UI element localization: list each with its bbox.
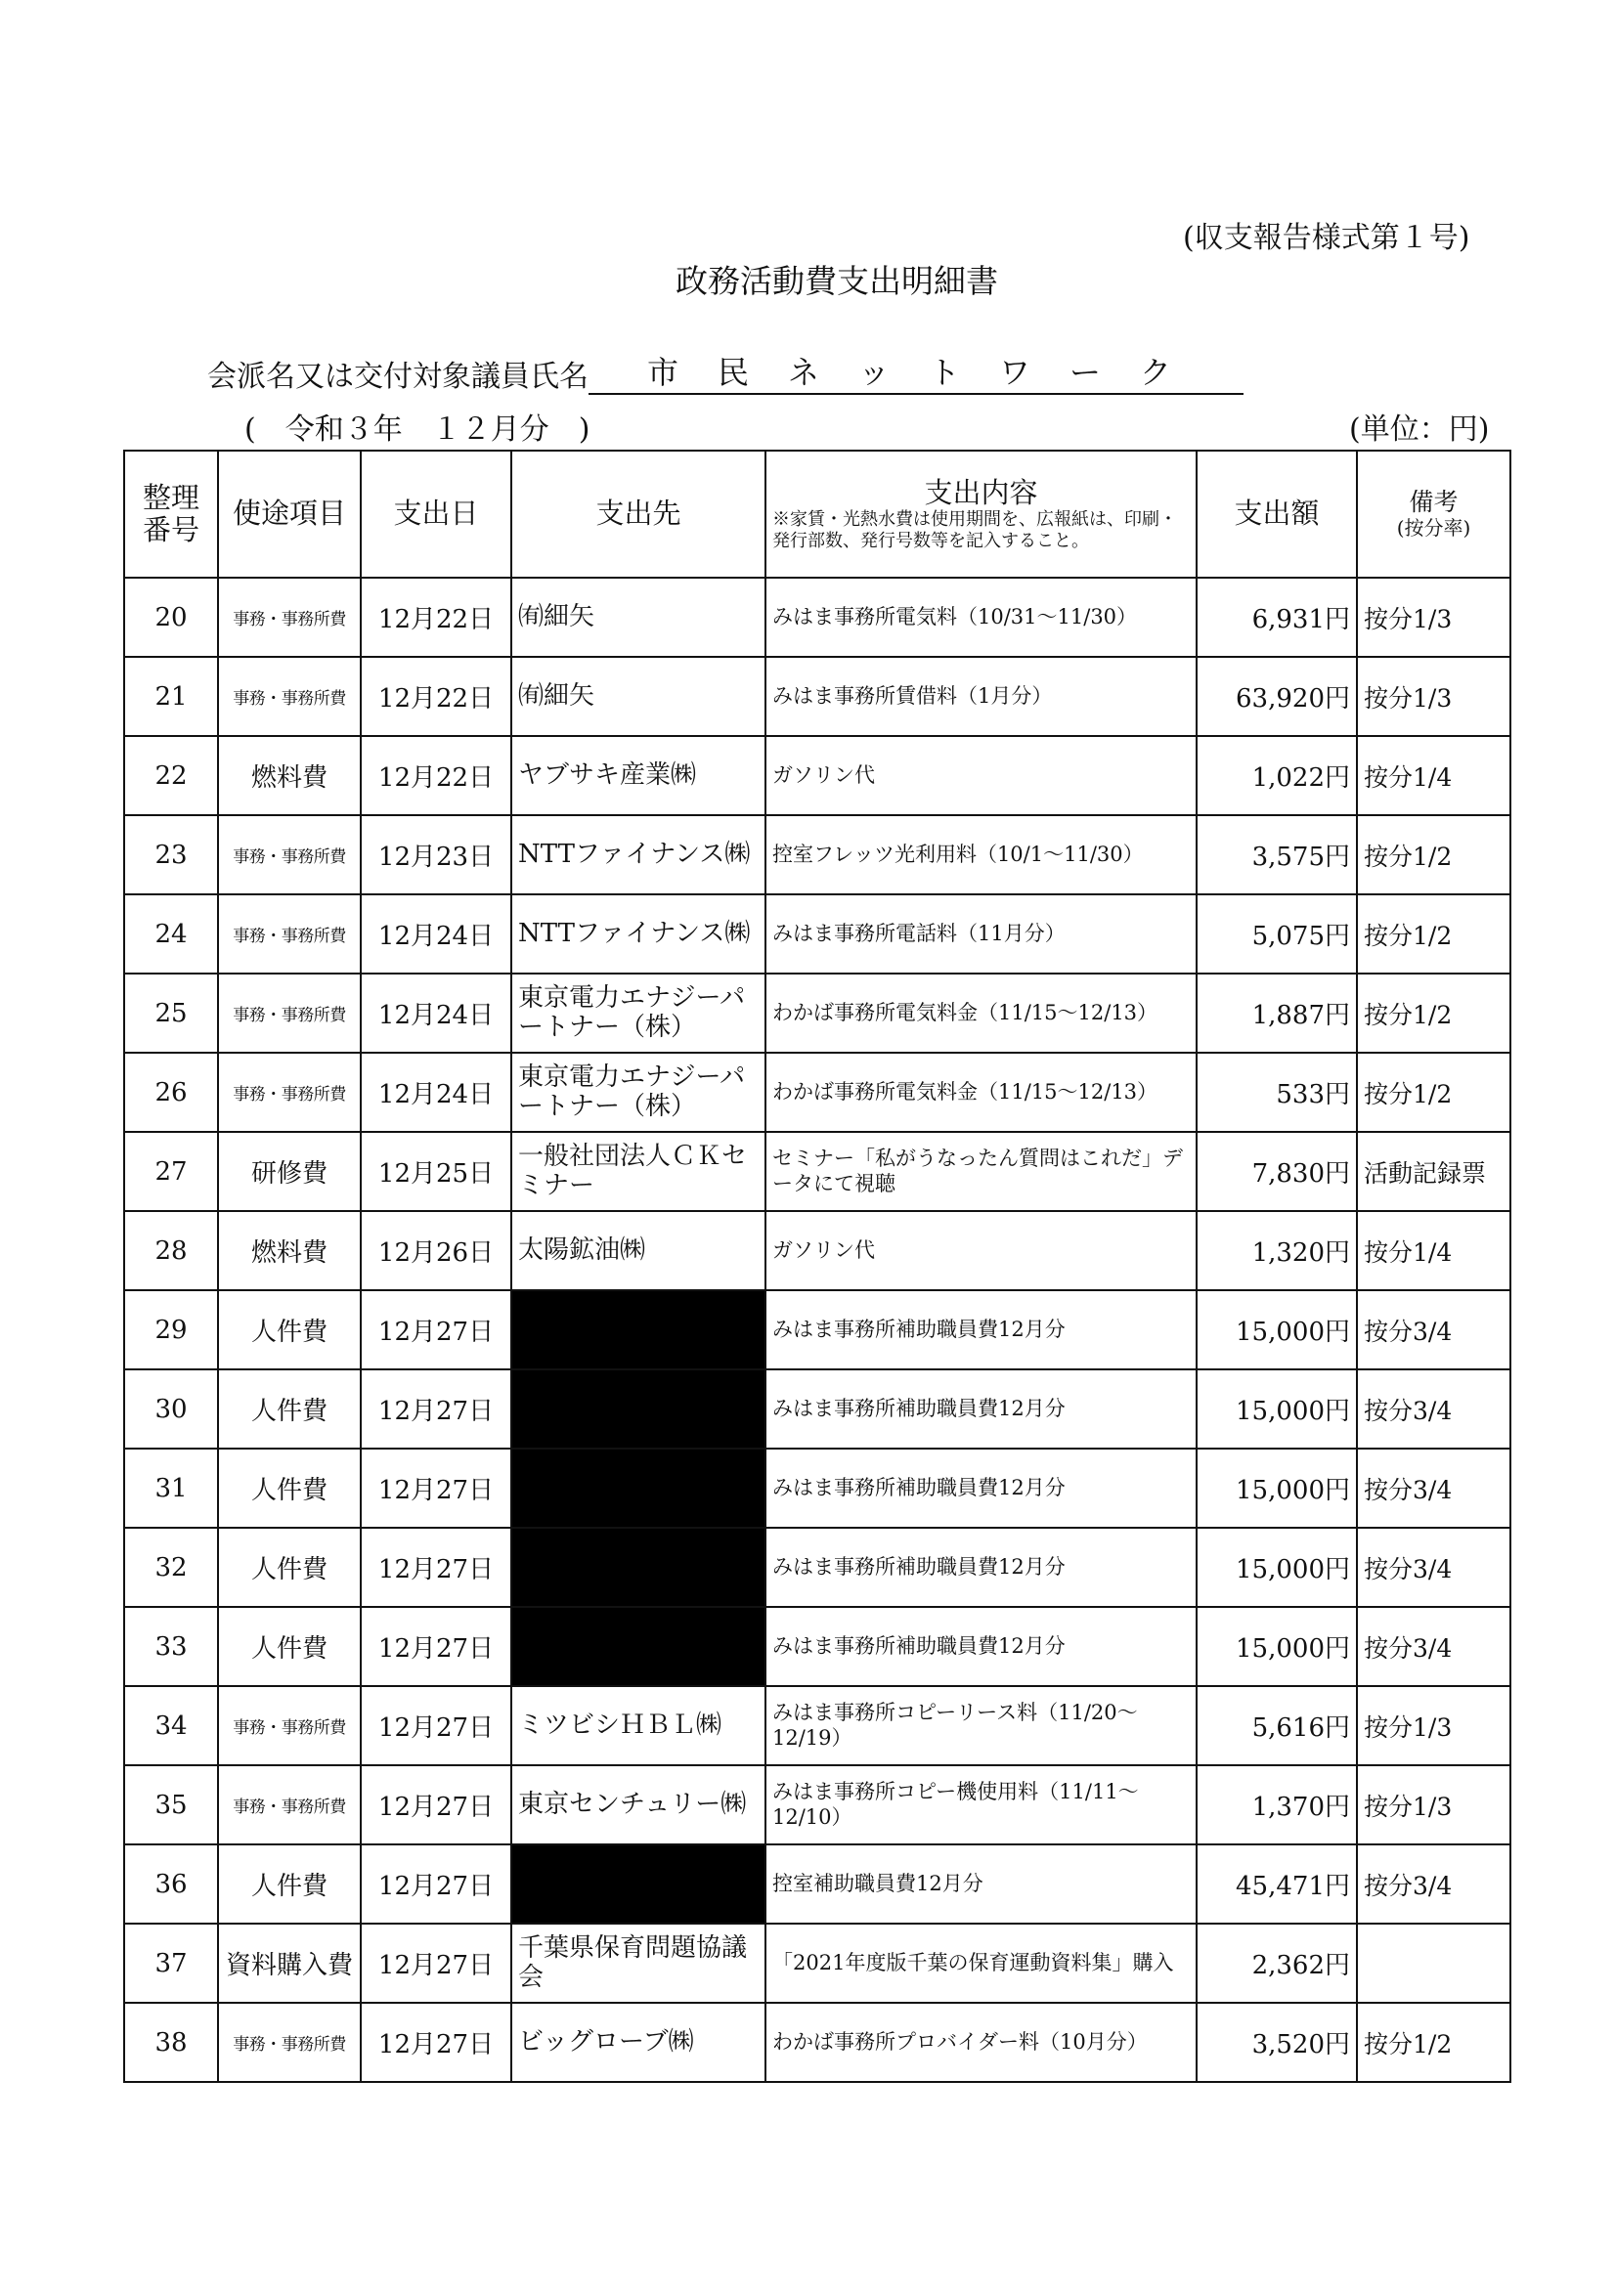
row-payee-redacted bbox=[511, 1528, 765, 1607]
row-category: 事務・事務所費 bbox=[218, 578, 361, 657]
row-number: 30 bbox=[124, 1369, 218, 1449]
row-number: 29 bbox=[124, 1290, 218, 1369]
row-amount: 3,520円 bbox=[1197, 2003, 1357, 2082]
table-row bbox=[124, 1132, 1510, 1211]
row-category: 事務・事務所費 bbox=[218, 1765, 361, 1844]
row-payee-redacted bbox=[511, 1449, 765, 1528]
table-row bbox=[124, 974, 1510, 1053]
row-description: わかば事務所電気料金（11/15〜12/13） bbox=[765, 1053, 1197, 1132]
row-date: 12月24日 bbox=[361, 1053, 511, 1132]
row-note: 按分1/3 bbox=[1357, 1765, 1510, 1844]
row-number: 22 bbox=[124, 736, 218, 815]
row-date: 12月27日 bbox=[361, 1765, 511, 1844]
row-number: 25 bbox=[124, 974, 218, 1053]
row-payee-redacted bbox=[511, 1844, 765, 1924]
col-header-category: 使途項目 bbox=[218, 451, 361, 578]
row-amount: 1,370円 bbox=[1197, 1765, 1357, 1844]
row-note: 按分1/2 bbox=[1357, 894, 1510, 974]
row-amount: 15,000円 bbox=[1197, 1449, 1357, 1528]
row-category: 事務・事務所費 bbox=[218, 1053, 361, 1132]
row-note: 按分1/2 bbox=[1357, 1053, 1510, 1132]
row-description: セミナー「私がうなったん質問はこれだ」データにて視聴 bbox=[765, 1132, 1197, 1211]
table-header-row bbox=[124, 451, 1510, 578]
col-header-note-sub: (按分率) bbox=[1396, 515, 1471, 540]
row-category: 人件費 bbox=[218, 1844, 361, 1924]
row-date: 12月24日 bbox=[361, 974, 511, 1053]
row-description: みはま事務所コピーリース料（11/20〜12/19） bbox=[765, 1686, 1197, 1765]
row-description: 「2021年度版千葉の保育運動資料集」購入 bbox=[765, 1924, 1197, 2003]
row-amount: 45,471円 bbox=[1197, 1844, 1357, 1924]
row-category: 研修費 bbox=[218, 1132, 361, 1211]
table-row bbox=[124, 815, 1510, 894]
row-description: みはま事務所補助職員費12月分 bbox=[765, 1369, 1197, 1449]
row-description: みはま事務所補助職員費12月分 bbox=[765, 1528, 1197, 1607]
row-date: 12月26日 bbox=[361, 1211, 511, 1290]
row-number: 32 bbox=[124, 1528, 218, 1607]
row-payee: ミツビシＨＢＬ㈱ bbox=[511, 1686, 765, 1765]
row-description: わかば事務所電気料金（11/15〜12/13） bbox=[765, 974, 1197, 1053]
row-note: 活動記録票 bbox=[1357, 1132, 1510, 1211]
row-note: 按分1/3 bbox=[1357, 657, 1510, 736]
row-category: 人件費 bbox=[218, 1449, 361, 1528]
row-description: ガソリン代 bbox=[765, 1211, 1197, 1290]
row-number: 24 bbox=[124, 894, 218, 974]
row-description: 控室補助職員費12月分 bbox=[765, 1844, 1197, 1924]
row-number: 31 bbox=[124, 1449, 218, 1528]
row-note: 按分3/4 bbox=[1357, 1290, 1510, 1369]
col-header-note-main: 備考 bbox=[1409, 488, 1459, 517]
row-date: 12月27日 bbox=[361, 1607, 511, 1686]
row-amount: 1,887円 bbox=[1197, 974, 1357, 1053]
col-header-amount: 支出額 bbox=[1197, 451, 1357, 578]
col-header-description-note: ※家賃・光熱水費は使用期間を、広報紙は、印刷・発行部数、発行号数等を記入すること。 bbox=[772, 509, 1177, 551]
row-note: 按分3/4 bbox=[1357, 1607, 1510, 1686]
table-row bbox=[124, 1290, 1510, 1369]
row-amount: 3,575円 bbox=[1197, 815, 1357, 894]
row-date: 12月22日 bbox=[361, 578, 511, 657]
row-date: 12月27日 bbox=[361, 2003, 511, 2082]
table-row bbox=[124, 1607, 1510, 1686]
row-date: 12月27日 bbox=[361, 1290, 511, 1369]
row-amount: 15,000円 bbox=[1197, 1290, 1357, 1369]
report-period: ( 令和３年 １２月分 ) bbox=[244, 412, 590, 447]
row-number: 20 bbox=[124, 578, 218, 657]
row-number: 26 bbox=[124, 1053, 218, 1132]
table-row bbox=[124, 736, 1510, 815]
row-note: 按分3/4 bbox=[1357, 1528, 1510, 1607]
row-note: 按分3/4 bbox=[1357, 1449, 1510, 1528]
row-note: 按分3/4 bbox=[1357, 1369, 1510, 1449]
row-number: 38 bbox=[124, 2003, 218, 2082]
row-amount: 15,000円 bbox=[1197, 1369, 1357, 1449]
row-amount: 6,931円 bbox=[1197, 578, 1357, 657]
row-number: 28 bbox=[124, 1211, 218, 1290]
table-row bbox=[124, 2003, 1510, 2082]
row-payee: 千葉県保育問題協議会 bbox=[511, 1924, 765, 2003]
row-number: 21 bbox=[124, 657, 218, 736]
row-note: 按分1/4 bbox=[1357, 736, 1510, 815]
row-category: 人件費 bbox=[218, 1290, 361, 1369]
row-date: 12月27日 bbox=[361, 1924, 511, 2003]
row-note: 按分1/3 bbox=[1357, 1686, 1510, 1765]
row-description: わかば事務所プロバイダー料（10月分） bbox=[765, 2003, 1197, 2082]
row-note: 按分1/2 bbox=[1357, 2003, 1510, 2082]
row-amount: 5,075円 bbox=[1197, 894, 1357, 974]
form-number: (収支報告様式第１号) bbox=[1183, 221, 1470, 255]
currency-unit: (単位：円) bbox=[1349, 412, 1490, 447]
row-amount: 15,000円 bbox=[1197, 1528, 1357, 1607]
row-note: 按分1/3 bbox=[1357, 578, 1510, 657]
row-description: ガソリン代 bbox=[765, 736, 1197, 815]
table-row bbox=[124, 1686, 1510, 1765]
org-label: 会派名又は交付対象議員氏名 bbox=[207, 360, 589, 394]
row-date: 12月27日 bbox=[361, 1449, 511, 1528]
document-title: 政務活動費支出明細書 bbox=[676, 262, 998, 300]
row-payee: 太陽鉱油㈱ bbox=[511, 1211, 765, 1290]
col-header-note bbox=[1357, 451, 1510, 578]
row-amount: 533円 bbox=[1197, 1053, 1357, 1132]
col-header-date: 支出日 bbox=[361, 451, 511, 578]
row-amount: 15,000円 bbox=[1197, 1607, 1357, 1686]
row-note: 按分1/2 bbox=[1357, 815, 1510, 894]
row-category: 燃料費 bbox=[218, 1211, 361, 1290]
table-row bbox=[124, 657, 1510, 736]
table-row bbox=[124, 1765, 1510, 1844]
table-body bbox=[124, 578, 1510, 2082]
table-row bbox=[124, 1844, 1510, 1924]
expense-table bbox=[123, 450, 1511, 2083]
row-amount: 2,362円 bbox=[1197, 1924, 1357, 2003]
row-description: みはま事務所賃借料（1月分） bbox=[765, 657, 1197, 736]
row-payee: 東京電力エナジーパートナー（株） bbox=[511, 974, 765, 1053]
col-header-description-main: 支出内容 bbox=[924, 475, 1038, 509]
row-date: 12月27日 bbox=[361, 1369, 511, 1449]
row-date: 12月25日 bbox=[361, 1132, 511, 1211]
row-number: 36 bbox=[124, 1844, 218, 1924]
table-row bbox=[124, 1528, 1510, 1607]
table-row bbox=[124, 1924, 1510, 2003]
row-payee: ビッグローブ㈱ bbox=[511, 2003, 765, 2082]
row-number: 34 bbox=[124, 1686, 218, 1765]
row-category: 人件費 bbox=[218, 1607, 361, 1686]
row-number: 23 bbox=[124, 815, 218, 894]
row-description: みはま事務所補助職員費12月分 bbox=[765, 1290, 1197, 1369]
col-header-no: 整理番号 bbox=[124, 451, 218, 578]
row-payee: ヤブサキ産業㈱ bbox=[511, 736, 765, 815]
row-description: みはま事務所電話料（11月分） bbox=[765, 894, 1197, 974]
table-row bbox=[124, 1449, 1510, 1528]
row-note: 按分1/4 bbox=[1357, 1211, 1510, 1290]
row-date: 12月27日 bbox=[361, 1686, 511, 1765]
row-category: 事務・事務所費 bbox=[218, 894, 361, 974]
row-payee: 東京電力エナジーパートナー（株） bbox=[511, 1053, 765, 1132]
row-payee: NTTファイナンス㈱ bbox=[511, 894, 765, 974]
row-description: 控室フレッツ光利用料（10/1〜11/30） bbox=[765, 815, 1197, 894]
row-category: 人件費 bbox=[218, 1369, 361, 1449]
row-note: 按分3/4 bbox=[1357, 1844, 1510, 1924]
row-number: 37 bbox=[124, 1924, 218, 2003]
row-date: 12月23日 bbox=[361, 815, 511, 894]
row-description: みはま事務所補助職員費12月分 bbox=[765, 1449, 1197, 1528]
row-number: 27 bbox=[124, 1132, 218, 1211]
row-payee: NTTファイナンス㈱ bbox=[511, 815, 765, 894]
row-date: 12月22日 bbox=[361, 657, 511, 736]
row-payee-redacted bbox=[511, 1369, 765, 1449]
row-category: 事務・事務所費 bbox=[218, 657, 361, 736]
row-description: みはま事務所電気料（10/31〜11/30） bbox=[765, 578, 1197, 657]
col-header-description bbox=[765, 451, 1197, 578]
row-note: 按分1/2 bbox=[1357, 974, 1510, 1053]
table-row bbox=[124, 578, 1510, 657]
row-payee-redacted bbox=[511, 1607, 765, 1686]
row-payee: 東京センチュリー㈱ bbox=[511, 1765, 765, 1844]
row-description: みはま事務所補助職員費12月分 bbox=[765, 1607, 1197, 1686]
row-amount: 5,616円 bbox=[1197, 1686, 1357, 1765]
row-date: 12月27日 bbox=[361, 1844, 511, 1924]
row-payee-redacted bbox=[511, 1290, 765, 1369]
row-date: 12月24日 bbox=[361, 894, 511, 974]
table-row bbox=[124, 1053, 1510, 1132]
row-amount: 63,920円 bbox=[1197, 657, 1357, 736]
table-row bbox=[124, 1369, 1510, 1449]
row-amount: 7,830円 bbox=[1197, 1132, 1357, 1211]
row-number: 35 bbox=[124, 1765, 218, 1844]
row-description: みはま事務所コピー機使用料（11/11〜12/10） bbox=[765, 1765, 1197, 1844]
table-row bbox=[124, 1211, 1510, 1290]
row-category: 資料購入費 bbox=[218, 1924, 361, 2003]
row-amount: 1,320円 bbox=[1197, 1211, 1357, 1290]
row-category: 事務・事務所費 bbox=[218, 974, 361, 1053]
row-payee: ㈲細矢 bbox=[511, 578, 765, 657]
col-header-payee: 支出先 bbox=[511, 451, 765, 578]
row-category: 事務・事務所費 bbox=[218, 2003, 361, 2082]
table-row bbox=[124, 894, 1510, 974]
row-date: 12月27日 bbox=[361, 1528, 511, 1607]
row-category: 事務・事務所費 bbox=[218, 815, 361, 894]
row-category: 人件費 bbox=[218, 1528, 361, 1607]
row-category: 燃料費 bbox=[218, 736, 361, 815]
org-value: 市民ネットワーク bbox=[589, 348, 1244, 395]
row-amount: 1,022円 bbox=[1197, 736, 1357, 815]
row-payee: ㈲細矢 bbox=[511, 657, 765, 736]
org-row bbox=[207, 348, 1244, 395]
row-date: 12月22日 bbox=[361, 736, 511, 815]
row-payee: 一般社団法人ＣＫセミナー bbox=[511, 1132, 765, 1211]
row-category: 事務・事務所費 bbox=[218, 1686, 361, 1765]
row-number: 33 bbox=[124, 1607, 218, 1686]
row-note bbox=[1357, 1924, 1510, 2003]
